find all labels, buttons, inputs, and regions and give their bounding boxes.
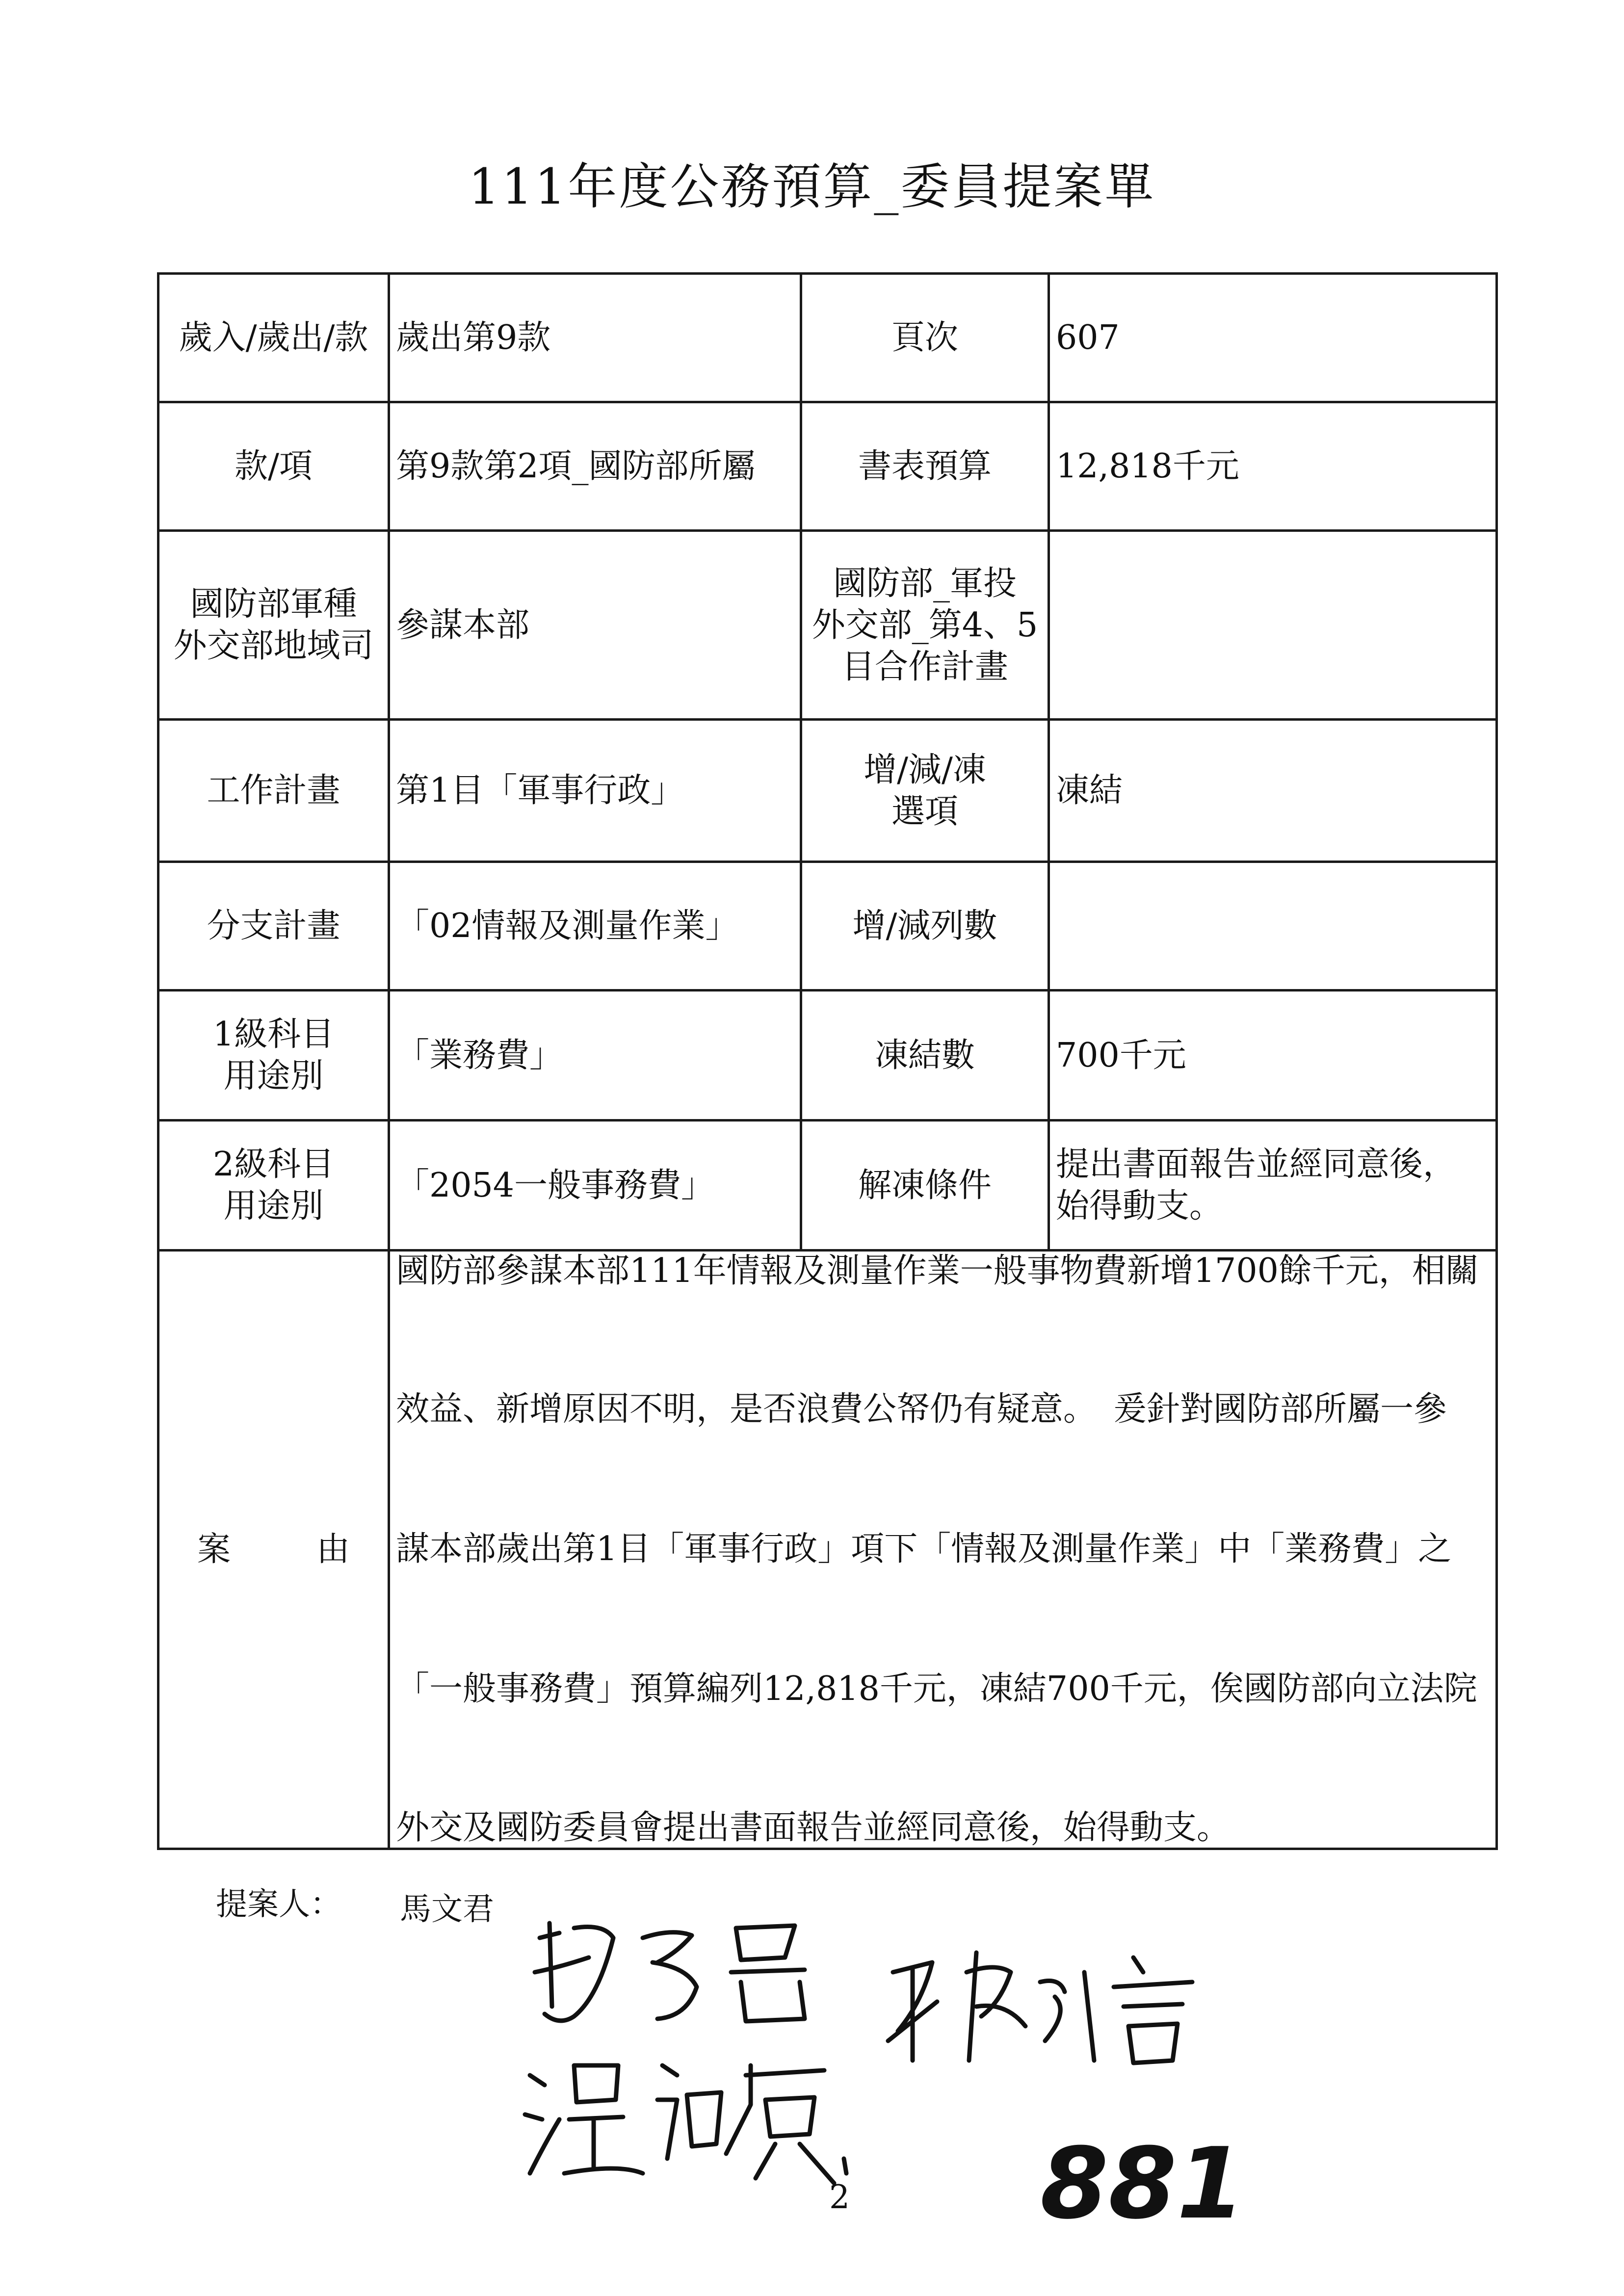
proposer-name: 馬文君 <box>400 1891 494 1928</box>
handwritten-number-text: 881 <box>1040 2127 1245 2241</box>
field-label: 頁次 <box>801 274 1049 402</box>
field-value: 第9款第2項_國防部所屬 <box>389 402 801 531</box>
field-value: 凍結 <box>1049 720 1497 862</box>
field-label: 書表預算 <box>801 402 1049 531</box>
label-line: 國防部軍種 <box>190 585 357 624</box>
table-row <box>158 991 1497 1121</box>
field-label: 增/減列數 <box>801 862 1049 991</box>
reason-line: 效益、新增原因不明，是否浪費公帑仍有疑意。 爰針對國防部所屬一參 <box>396 1390 1447 1429</box>
value-line: 提出書面報告並經同意後， <box>1056 1145 1457 1184</box>
signature-1 <box>530 1908 834 2036</box>
field-label: 款/項 <box>158 402 389 531</box>
reason-label-char: 案 <box>197 1530 231 1569</box>
signature-3 <box>878 1943 1231 2070</box>
field-label <box>801 531 1049 720</box>
proposal-form-table <box>157 272 1498 1850</box>
field-value: 歲出第9款 <box>389 274 801 402</box>
field-value: 700千元 <box>1049 991 1497 1121</box>
label-line: 目合作計畫 <box>841 647 1008 686</box>
label-line: 用途別 <box>223 1057 324 1096</box>
field-value: 「業務費」 <box>389 991 801 1121</box>
reason-line: 謀本部歲出第1目「軍事行政」項下「情報及測量作業」中「業務費」之 <box>396 1530 1452 1568</box>
field-label <box>158 991 389 1121</box>
label-line: 1級科目 <box>212 1015 335 1054</box>
table-row <box>158 720 1497 862</box>
field-value <box>1049 1121 1497 1251</box>
field-label <box>158 531 389 720</box>
label-line: 2級科目 <box>212 1145 335 1184</box>
field-value <box>1049 531 1497 720</box>
field-label: 分支計畫 <box>158 862 389 991</box>
handwritten-number <box>1035 2124 1245 2241</box>
field-label: 工作計畫 <box>158 720 389 862</box>
table-row <box>158 274 1497 402</box>
field-label <box>801 720 1049 862</box>
field-label <box>158 1121 389 1251</box>
proposer-label: 提案人： <box>216 1886 341 1923</box>
field-value: 12,818千元 <box>1049 402 1497 531</box>
field-value: 「02情報及測量作業」 <box>389 862 801 991</box>
label-line: 外交部_第4、5 <box>812 605 1038 645</box>
label-line: 選項 <box>891 792 958 831</box>
field-value: 參謀本部 <box>389 531 801 720</box>
table-row <box>158 862 1497 991</box>
table-row <box>158 1121 1497 1251</box>
page-title: 111年度公務預算_委員提案單 <box>468 158 1156 215</box>
value-line: 始得動支。 <box>1056 1187 1223 1226</box>
label-line: 外交部地域司 <box>173 626 374 665</box>
reason-line: 外交及國防委員會提出書面報告並經同意後，始得動支。 <box>396 1808 1231 1847</box>
field-label: 凍結數 <box>801 991 1049 1121</box>
reason-line: 「一般事務費」預算編列12,818千元，凍結700千元，俟國防部向立法院 <box>396 1670 1477 1708</box>
page-number: 2 <box>829 2178 850 2216</box>
label-line: 國防部_軍投 <box>833 564 1017 603</box>
signature-2 <box>520 2046 864 2193</box>
label-line: 增/減/凍 <box>864 750 986 789</box>
reason-text <box>389 1251 1497 1849</box>
field-value <box>1049 862 1497 991</box>
reason-row <box>158 1251 1497 1849</box>
reason-label-char: 由 <box>316 1530 350 1569</box>
label-line: 用途別 <box>223 1187 324 1226</box>
field-value: 607 <box>1049 274 1497 402</box>
field-value: 「2054一般事務費」 <box>389 1121 801 1251</box>
reason-line: 國防部參謀本部111年情報及測量作業一般事物費新增1700餘千元，相關 <box>396 1252 1479 1290</box>
table-row <box>158 402 1497 531</box>
reason-label <box>158 1251 389 1849</box>
field-label: 歲入/歲出/款 <box>158 274 389 402</box>
field-label: 解凍條件 <box>801 1121 1049 1251</box>
table-row <box>158 531 1497 720</box>
field-value: 第1目「軍事行政」 <box>389 720 801 862</box>
